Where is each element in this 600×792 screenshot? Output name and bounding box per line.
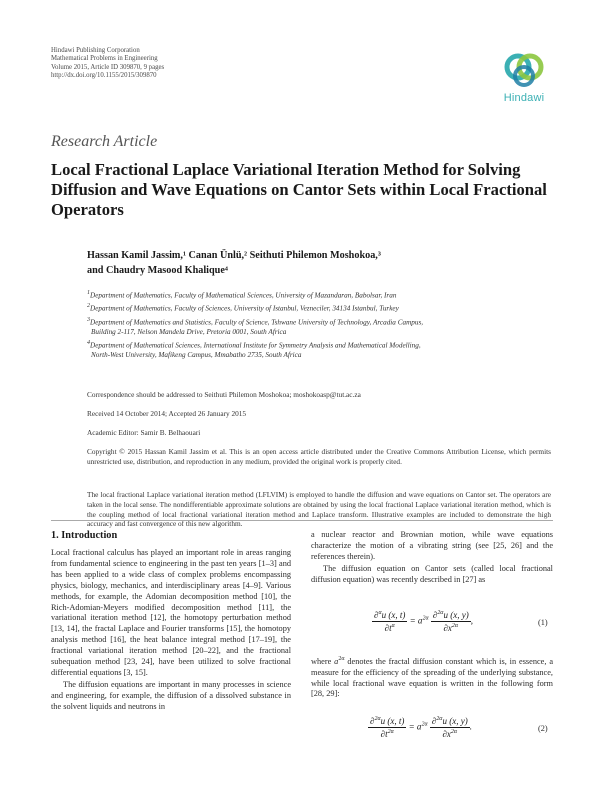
hindawi-logo-text: Hindawi bbox=[503, 92, 545, 104]
academic-editor: Academic Editor: Samir B. Belhaouari bbox=[87, 428, 201, 437]
journal-name: Mathematical Problems in Engineering bbox=[51, 55, 158, 63]
affiliation-1: $^1$Department of Mathematics, Faculty of Mathematical Sciences, University of Mazandaran, Babolsar, Iran bbox=[87, 290, 397, 300]
equation-1: $\frac{\partial^\alpha u (x, t)}{\partial t^\alpha}$ = $a^{2\alpha}$ $\frac{\partial^{2\alpha}u (x, y)}{\partial x^{2\alpha}}$ , bbox=[374, 610, 473, 633]
authors-line-1: Hassan Kamil Jassim,¹ Canan Ünlü,² Seithuti Philemon Moshokoa,³ bbox=[87, 250, 381, 261]
right-paragraph-3: where $a^{2\alpha}$ denotes the fractal diffusion constant which is, in essence, a measure for the efficiency of the spreading of the underlying substance, while local fractional wave equation is written in the following form [28, 29]: bbox=[311, 656, 554, 699]
volume-info: Volume 2015, Article ID 309870, 9 pages bbox=[51, 63, 165, 71]
copyright-notice: Copyright © 2015 Hassan Kamil Jassim et al. This is an open access article distributed under the Creative Commons Attribution License, which permits unrestricted use, distribution, and reproduction in any medium, provided the original work is properly cited. bbox=[87, 447, 551, 466]
section-heading: 1. Introduction bbox=[51, 530, 118, 541]
intro-paragraph-2: The diffusion equations are important in many processes in science and engineering, for example, the diffusion of a dissolved substance in the solvent liquids and neutrons in bbox=[51, 679, 291, 711]
author-list bbox=[87, 249, 547, 278]
publisher-name: Hindawi Publishing Corporation bbox=[51, 47, 140, 54]
right-column-continued bbox=[311, 654, 553, 700]
affiliation-4: $^4$Department of Mathematical Sciences, International Institute for Symmetry Analysis and Mathematical Modelling, North-West University, Mafikeng Campus, Mmabatho 2735, South Africa bbox=[87, 340, 421, 360]
received-dates: Received 14 October 2014; Accepted 26 January 2015 bbox=[87, 409, 247, 418]
equation-2-number: (2) bbox=[538, 724, 548, 733]
abstract: The local fractional Laplace variational iteration method (LFLVIM) is employed to handle the diffusion and wave equations on Cantor set. The operators are taken in the local sense. The nondifferentiable approximate solutions are obtained by using the local fractional Laplace variational iteration method, which is the coupling method of local fractional variational iteration method and Laplace transform. Illustrative examples are included to demonstrate the high accuracy and fast convergence of this new algorithm. bbox=[87, 490, 551, 529]
article-type: Research Article bbox=[51, 133, 158, 150]
correspondence: Correspondence should be addressed to Seithuti Philemon Moshokoa; moshokoasp@tut.ac.za bbox=[87, 390, 361, 399]
right-paragraph-1: a nuclear reactor and Brownian motion, while wave equations characterize the motion of a vibrating string (see [25, 26] and the references therein). bbox=[311, 530, 553, 561]
doi-link[interactable]: http://dx.doi.org/10.1155/2015/309870 bbox=[51, 72, 157, 80]
left-column bbox=[51, 548, 291, 713]
publication-info bbox=[51, 47, 164, 81]
affiliation-2: $^2$Department of Mathematics, Faculty of Sciences, University of Istanbul, Vezneciler, 34134 Istanbul, Turkey bbox=[87, 303, 399, 313]
equation-2: $\frac{\partial^{2\alpha}u (x, t)}{\partial t^{2\alpha}}$ = $a^{2\alpha}$ $\frac{\partial^{2\alpha}u (x, y)}{\partial x^{2\alpha}}$ . bbox=[370, 716, 472, 739]
right-column bbox=[311, 530, 553, 586]
affiliations bbox=[87, 289, 557, 362]
affiliation-3: $^3$Department of Mathematics and Statistics, Faculty of Science, Tshwane University of Technology, Arcadia Campus, Building 2-117, Nelson Mandela Drive, Pretoria 0001, South Africa bbox=[87, 316, 424, 336]
authors-line-2: and Chaudry Masood Khalique⁴ bbox=[87, 264, 228, 276]
section-divider bbox=[51, 520, 553, 521]
paper-title: Local Fractional Laplace Variational Iteration Method for Solving Diffusion and Wave Equations on Cantor Sets within Local Fractional Operators bbox=[51, 160, 547, 220]
right-paragraph-2: The diffusion equation on Cantor sets (called local fractional diffusion equation) was recently described in [27] as bbox=[311, 563, 553, 584]
equation-1-number: (1) bbox=[538, 618, 548, 627]
intro-paragraph-1: Local fractional calculus has played an important role in areas ranging from fundamental science to engineering in the past ten years [1–3] and has been applied to a wide class of complex problems encompassing physics, biology, mechanics, and interdisciplinary areas [4–9]. Various methods, for example, the Adomian decomposition method [10], the Rich-Adomian-Meyers modified decomposition method [11], the variational iteration method [12], the homotopy perturbation method [13, 14], the fractal Laplace and Fourier transforms [15], the homotopy analysis method [16], the heat balance integral method [17–19], the fractional variational iteration method [20–22], and the fractional subequation method [23, 24], have been utilized to solve fractional differential equations [3, 15]. bbox=[51, 548, 291, 677]
